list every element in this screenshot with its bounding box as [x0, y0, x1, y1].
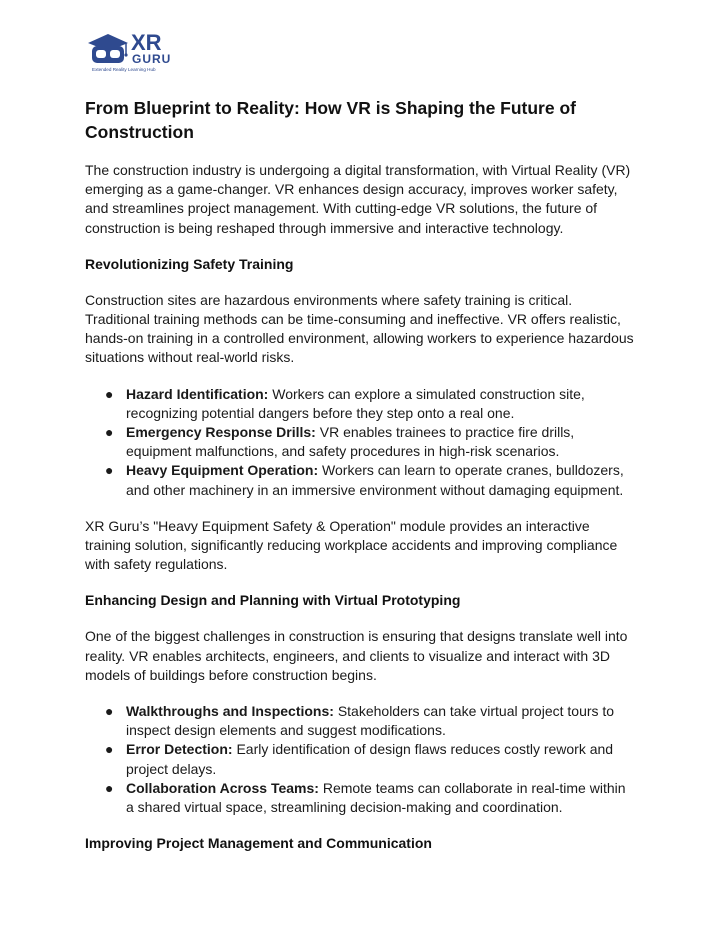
section-heading-management: Improving Project Management and Communication — [85, 835, 432, 852]
vr-headset-graduation-cap-icon — [88, 34, 128, 63]
list-item-term: Emergency Response Drills: — [126, 424, 316, 441]
list-item — [85, 740, 637, 778]
bullet-icon: ● — [105, 385, 114, 402]
xr-guru-logo — [86, 26, 186, 74]
list-item-term: Heavy Equipment Operation: — [126, 462, 319, 479]
list-item-term: Hazard Identification: — [126, 385, 269, 402]
list-item-text: Workers can learn to operate cranes, bulldozers, and other machinery in an immersive environment without damaging equipment. — [126, 462, 624, 498]
list-item-term: Collaboration Across Teams: — [126, 779, 319, 796]
logo-brand-bottom: GURU — [132, 52, 172, 66]
list-item — [85, 385, 637, 423]
list-item — [85, 702, 637, 740]
list-item — [85, 779, 637, 817]
logo-tagline: Extended Reality Learning Hub — [92, 67, 156, 72]
list-item-text: Workers can explore a simulated construction site, recognizing potential dangers before they step onto a real one. — [126, 385, 585, 421]
section-paragraph-safety: Construction sites are hazardous environments where safety training is critical. Traditional training methods can be time-consuming and ineffective. VR offers realistic, hands-on training in a controlled environment, allowing workers to experience hazardous situations without real-world risks. — [85, 291, 634, 366]
bullet-icon: ● — [105, 462, 114, 479]
list-item-term: Error Detection: — [126, 741, 233, 758]
design-bullet-list — [85, 702, 637, 817]
list-item-text: Early identification of design flaws reduces costly rework and project delays. — [126, 741, 614, 777]
bullet-icon: ● — [105, 779, 114, 796]
section-heading-design: Enhancing Design and Planning with Virtual Prototyping — [85, 592, 461, 609]
bullet-icon: ● — [105, 741, 114, 758]
document-body — [85, 96, 637, 870]
section-heading-safety: Revolutionizing Safety Training — [85, 255, 294, 272]
list-item-text: Remote teams can collaborate in real-time within a shared virtual space, streamlining decision-making and coordination. — [126, 779, 626, 816]
section-paragraph-design: One of the biggest challenges in construction is ensuring that designs translate well into reality. VR enables architects, engineers, and clients to visualize and interact with 3D models of buildings before construction begins. — [85, 628, 628, 683]
list-item-term: Walkthroughs and Inspections: — [126, 703, 334, 720]
section-after-paragraph-safety: XR Guru’s "Heavy Equipment Safety & Operation" module provides an interactive training solution, significantly reducing workplace accidents and improving compliance with safety regulations. — [85, 517, 618, 573]
bullet-icon: ● — [105, 703, 114, 720]
page-title: From Blueprint to Reality: How VR is Shaping the Future of Construction — [85, 98, 576, 142]
list-item — [85, 423, 637, 461]
list-item-text: Stakeholders can take virtual project tours to inspect design elements and suggest modifications. — [126, 703, 615, 739]
bullet-icon: ● — [105, 424, 114, 441]
safety-bullet-list — [85, 385, 637, 500]
list-item-text: VR enables trainees to practice fire drills, equipment malfunctions, and safety procedures in high-risk scenarios. — [126, 424, 575, 460]
list-item — [85, 461, 637, 499]
logo-brand-top: XR — [131, 30, 162, 55]
intro-paragraph: The construction industry is undergoing a digital transformation, with Virtual Reality (VR) emerging as a game-changer. VR enhances design accuracy, improves worker safety, and streamlines project management. With cutting-edge VR solutions, the future of construction is being reshaped through immersive and interactive technology. — [85, 162, 631, 236]
